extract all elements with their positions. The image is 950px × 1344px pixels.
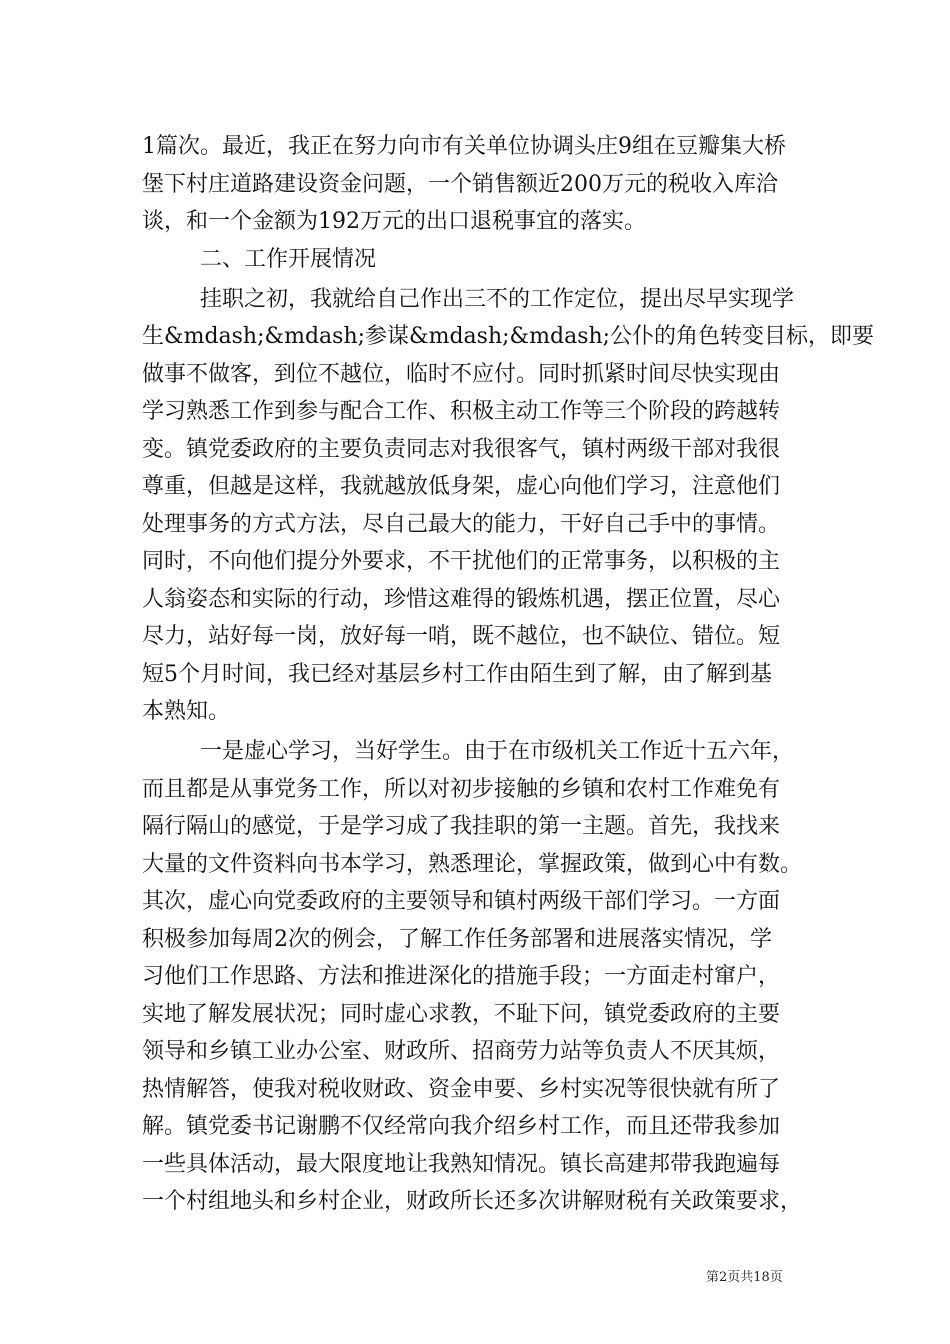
body-text-line: 尽力，站好每一岗，放好每一哨，既不越位，也不缺位、错位。短	[142, 624, 781, 649]
section-heading: 二、工作开展情况	[200, 247, 377, 272]
body-text-line: 一个村组地头和乡村企业，财政所长还多次讲解财税有关政策要求，	[142, 1189, 803, 1214]
body-text-line: 挂职之初，我就给自己作出三不的工作定位，提出尽早实现学	[200, 287, 795, 312]
body-text-line: 实地了解发展状况；同时虚心求教，不耻下问，镇党委政府的主要	[142, 1002, 781, 1027]
body-text-line: 人翁姿态和实际的行动，珍惜这难得的锻炼机遇，摆正位置，尽心	[142, 587, 781, 612]
page-number-footer: 第2页共18页	[706, 1270, 783, 1285]
body-text-line: 大量的文件资料向书本学习，熟悉理论，掌握政策，做到心中有数。	[142, 852, 803, 877]
body-text-line: 习他们工作思路、方法和推进深化的措施手段；一方面走村窜户，	[142, 964, 781, 989]
body-text-line: 积极参加每周2次的例会，了解工作任务部署和进展落实情况，学	[142, 927, 772, 952]
body-text-line: 尊重，但越是这样，我就越放低身架，虚心向他们学习，注意他们	[142, 474, 781, 499]
body-text-line: 学习熟悉工作到参与配合工作、积极主动工作等三个阶段的跨越转	[142, 399, 781, 424]
body-text-line: 隔行隔山的感觉，于是学习成了我挂职的第一主题。首先，我找来	[142, 814, 781, 839]
body-text-line: 热情解答，使我对税收财政、资金申要、乡村实况等很快就有所了	[142, 1077, 781, 1102]
body-text-line: 本熟知。	[142, 699, 231, 724]
body-text-line: 同时，不向他们提分外要求，不干扰他们的正常事务，以积极的主	[142, 549, 781, 574]
body-text-line: 一些具体活动，最大限度地让我熟知情况。镇长高建邦带我跑遍每	[142, 1152, 781, 1177]
body-text-line: 而且都是从事党务工作，所以对初步接触的乡镇和农村工作难免有	[142, 777, 781, 802]
body-text-line: 堡下村庄道路建设资金问题，一个销售额近200万元的税收入库洽	[142, 172, 778, 197]
body-text-line: 处理事务的方式方法，尽自己最大的能力，干好自己手中的事情。	[142, 512, 781, 537]
body-text-line: 其次，虚心向党委政府的主要领导和镇村两级干部们学习。一方面	[142, 889, 781, 914]
body-text-line: 短5个月时间，我已经对基层乡村工作由陌生到了解，由了解到基	[142, 662, 772, 687]
body-text-line: 解。镇党委书记谢鹏不仅经常向我介绍乡村工作，而且还带我参加	[142, 1114, 781, 1139]
body-text-line: 1篇次。最近，我正在努力向市有关单位协调头庄9组在豆瓣集大桥	[142, 134, 786, 159]
body-text-line: 变。镇党委政府的主要负责同志对我很客气，镇村两级干部对我很	[142, 437, 781, 462]
body-text-line: 领导和乡镇工业办公室、财政所、招商劳力站等负责人不厌其烦，	[142, 1039, 781, 1064]
body-text-line: 一是虚心学习，当好学生。由于在市级机关工作近十五六年，	[200, 739, 795, 764]
body-text-line: 谈，和一个金额为192万元的出口退税事宜的落实。	[142, 209, 646, 234]
body-text-line: 做事不做客，到位不越位，临时不应付。同时抓紧时间尽快实现由	[142, 362, 781, 387]
body-text-line: 生&mdash;&mdash;参谋&mdash;&mdash;公仆的角色转变目标，即要	[142, 324, 875, 349]
